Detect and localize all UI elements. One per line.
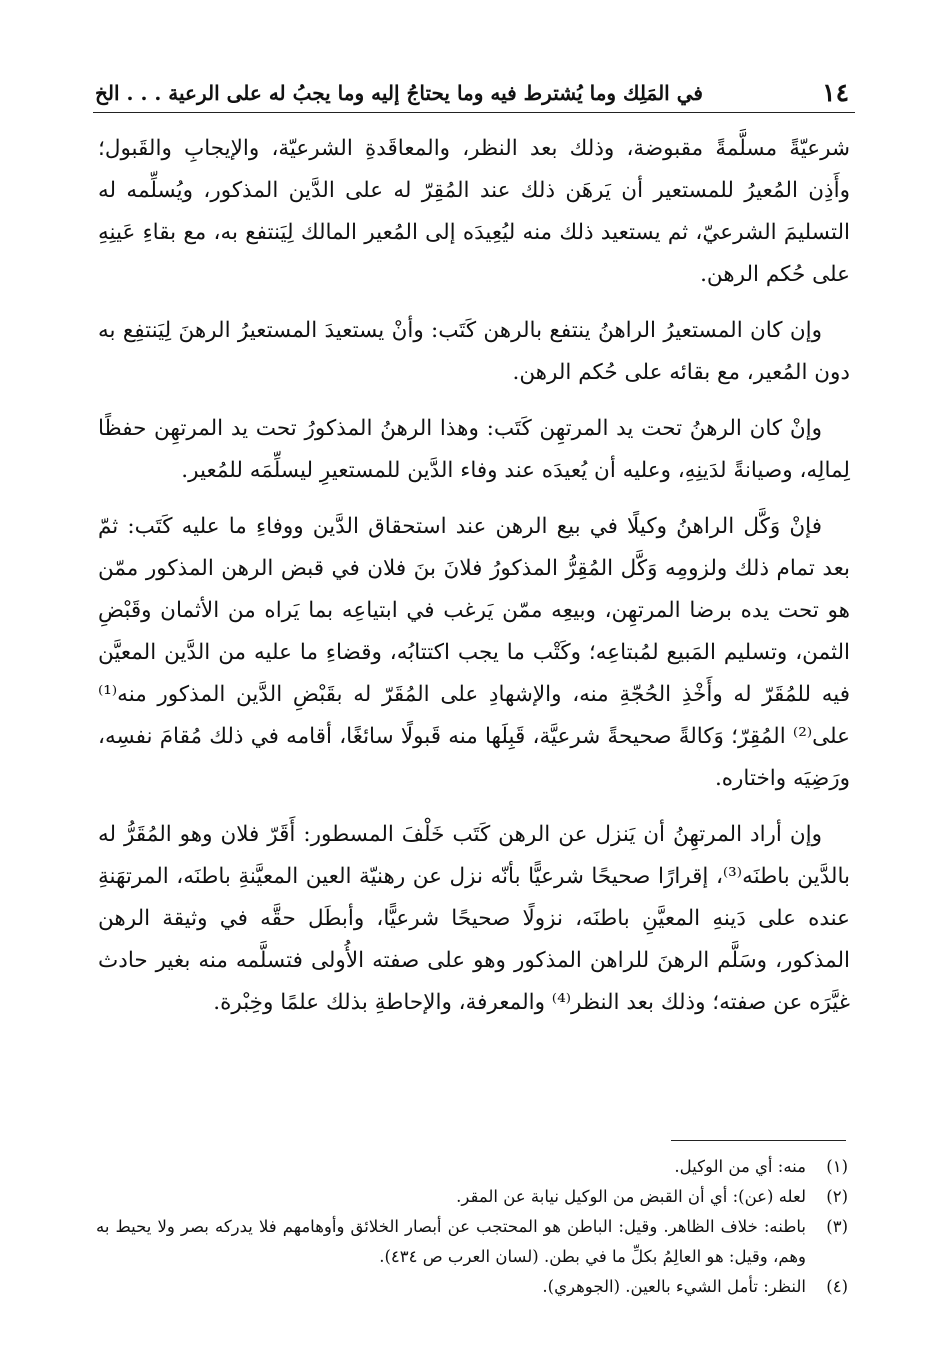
running-title: في المَلِك وما يُشترط فيه وما يحتاجُ إليه وما يجبُ له على الرعية . . . الخ — [95, 81, 703, 105]
footnotes — [96, 1152, 848, 1302]
paragraph: وإن أراد المرتهِنُ أن يَنزل عن الرهن كَتَب خَلْفَ المسطور: أَقَرّ فلان وهو المُقَرُّ له بالدَّين باطنَه⁽³⁾، إقرارًا صحيحًا شرعيًّا بأنّه نزل عن رهنيّة العين المعيَّنةِ باطنَه، المرتهَنةِ عنده على دَينهِ المعيَّنِ باطنَه، نزولًا صحيحًا شرعيًّا، وأبطَل حقَّه في وثيقة الرهن المذكور، وسَلَّم الرهنَ للراهن المذكور وهو على صفته الأُولى فتسلَّمه منه بغير حادث غيَّرَه عن صفته؛ وذلك بعد النظر⁽⁴⁾ والمعرفة، والإحاطةِ بذلك علمًا وخِبْرة. — [98, 822, 850, 1015]
footnote-number: (٤) — [826, 1277, 848, 1296]
footnote-separator — [671, 1140, 846, 1141]
page-header — [93, 72, 855, 113]
paragraph: شرعيّةً مسلَّمةً مقبوضة، وذلك بعد النظر، والمعاقَدةِ الشرعيّة، والإيجابِ والقَبول؛ وأَذِن المُعيرُ للمستعير أن يَرهَن ذلك عند المُقِرّ له على الدَّين المذكور، ويُسلِّمه له التسليمَ الشرعيّ، ثم يستعيد ذلك منه ليُعِيدَه إلى المُعير المالك لِيَنتفع به، مع بقاءِ عَينِهِ على حُكم الرهن. — [98, 136, 850, 287]
footnote-text: لعله (عن): أي أن القبض من الوكيل نيابة عن المقر. — [456, 1187, 806, 1206]
footnote-number: (٣) — [826, 1217, 848, 1236]
footnote-text: النظر: تأمل الشيء بالعين. (الجوهري). — [542, 1277, 806, 1296]
footnote — [96, 1272, 848, 1302]
paragraph: وإنْ كان الرهنُ تحت يد المرتهِن كَتَب: وهذا الرهنُ المذكورُ تحت يد المرتهِن حفظًا لِمالِه، وصيانةً لدَينِهِ، وعليه أن يُعيدَه عند وفاء الدَّين للمستعيرِ ليسلِّمَه للمُعير. — [98, 416, 850, 483]
footnote — [96, 1182, 848, 1212]
footnote-text: باطنه: خلاف الظاهر. وقيل: الباطن هو المحتجب عن أبصار الخلائق وأوهامهم فلا يدركه بصر ولا يحيط به وهم، وقيل: هو العالِمُ بكلِّ ما في بطن. (لسان العرب ص ٤٣٤). — [96, 1217, 806, 1266]
footnote-text: منه: أي من الوكيل. — [674, 1157, 806, 1176]
footnote — [96, 1152, 848, 1182]
footnote — [96, 1212, 848, 1272]
footnote-number: (٢) — [826, 1187, 848, 1206]
page-number: ١٤ — [822, 78, 849, 107]
paragraph: وإن كان المستعيرُ الراهنُ ينتفع بالرهن كَتَب: وأنْ يستعيدَ المستعيرُ الرهنَ لِيَنتفِع به دون المُعير، مع بقائه على حُكم الرهن. — [98, 318, 850, 385]
paragraph: فإنْ وَكَّل الراهنُ وكيلًا في بيع الرهن عند استحقاق الدَّين ووفاءِ ما عليه كَتَب: ثمّ بعد تمام ذلك ولزومِه وَكَّل المُقِرُّ المذكورُ فلانَ بنَ فلان في قبض الرهن المذكور ممّن هو تحت يده برضا المرتهِن، وبيعِه ممّن يَرغب في ابتياعِه بما يَراه من الأثمان وقَبْضِ الثمن، وتسليم المَبيع لمُبتاعِه؛ وكَتْب ما يجب اكتتابُه، وقضاءِ ما عليه من الدَّين المعيَّن فيه للمُقَرّ له وأَخْذِ الحُجّةِ منه، والإشهادِ على المُقَرّ له بقَبْضِ الدَّين المذكور منه⁽¹⁾ على⁽²⁾ المُقِرّ؛ وَكالةً صحيحةً شرعيَّة، قَبِلَها منه قَبولًا سائغًا، أقامه في ذلك مُقامَ نفسِه، ورَضِيَه واختاره. — [98, 514, 850, 791]
footnote-number: (١) — [826, 1157, 848, 1176]
body-text — [98, 128, 850, 1038]
